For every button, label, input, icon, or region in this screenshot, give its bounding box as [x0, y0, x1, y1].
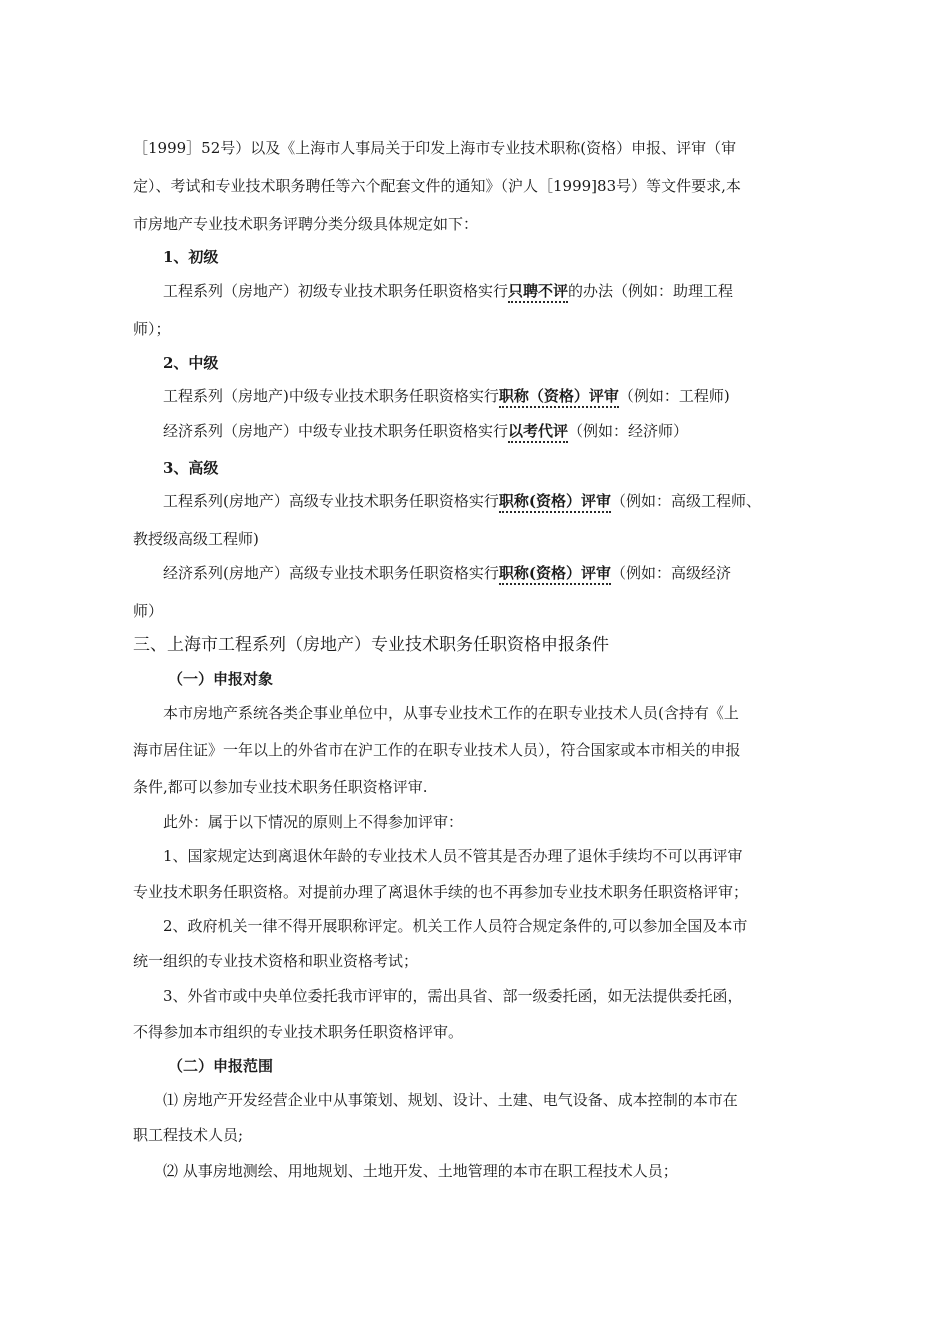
paragraph-line: 定）、考试和专业技术职务聘任等六个配套文件的通知》（沪人［1999]83号）等文件要求,本	[133, 177, 741, 195]
paragraph-line: 统一组织的专业技术资格和职业资格考试；	[133, 952, 419, 970]
level-heading-senior: 3、高级	[163, 459, 219, 477]
paragraph-line	[163, 563, 731, 583]
paragraph-line: 专业技术职务任职资格。对提前办理了离退休手续的也不再参加专业技术职务任职资格评审；	[133, 883, 749, 901]
paragraph-line: 师）；	[133, 320, 171, 338]
paragraph-line: 职工程技术人员;	[133, 1126, 244, 1144]
paragraph-line	[163, 386, 730, 406]
text-segment: 工程系列（房地产)中级专业技术职务任职资格实行	[163, 387, 499, 405]
section-heading: 三、上海市工程系列（房地产）专业技术职务任职资格申报条件	[133, 635, 609, 655]
paragraph-line: ［1999］52号）以及《上海市人事局关于印发上海市专业技术职称(资格）申报、评审（审	[133, 139, 737, 157]
paragraph-line: 不得参加本市组织的专业技术职务任职资格评审。	[133, 1023, 464, 1041]
paragraph-line: 师）	[133, 602, 164, 620]
paragraph-line: 2、政府机关一律不得开展职称评定。机关工作人员符合规定条件的,可以参加全国及本市	[163, 917, 748, 935]
text-segment: （例如：经济师）	[568, 422, 689, 440]
emphasis-text: 职称(资格）评审	[499, 492, 611, 513]
paragraph-line: 市房地产专业技术职务评聘分类分级具体规定如下：	[133, 215, 479, 233]
paragraph-line: 1、国家规定达到离退休年龄的专业技术人员不管其是否办理了退休手续均不可以再评审	[163, 847, 743, 865]
text-segment: （例如：工程师)	[618, 387, 730, 405]
text-segment: （例如：高级经济	[610, 564, 731, 582]
text-segment: 经济系列(房地产）高级专业技术职务任职资格实行	[163, 564, 499, 582]
text-segment: 的办法（例如：助理工程	[568, 282, 734, 300]
paragraph-line: 本市房地产系统各类企事业单位中，从事专业技术工作的在职专业技术人员(含持有《上	[163, 704, 739, 722]
text-segment: 工程系列（房地产）初级专业技术职务任职资格实行	[163, 282, 509, 300]
text-segment: （例如：高级工程师、	[610, 492, 761, 510]
paragraph-line	[163, 421, 688, 441]
subsection-heading: （一）申报对象	[168, 670, 274, 688]
emphasis-text: 以考代评	[508, 422, 568, 443]
paragraph-line: ⑴ 房地产开发经营企业中从事策划、规划、设计、土建、电气设备、成本控制的本市在	[163, 1091, 738, 1109]
paragraph-line: 海市居住证》一年以上的外省市在沪工作的在职专业技术人员），符合国家或本市相关的申报	[133, 741, 741, 759]
paragraph-line	[163, 491, 761, 511]
text-segment: 工程系列(房地产）高级专业技术职务任职资格实行	[163, 492, 499, 510]
paragraph-line: 此外：属于以下情况的原则上不得参加评审：	[163, 813, 464, 831]
emphasis-text: 职称（资格）评审	[499, 387, 619, 408]
level-heading-mid: 2、中级	[163, 354, 219, 372]
emphasis-text: 职称(资格）评审	[499, 564, 611, 585]
subsection-heading: （二）申报范围	[168, 1057, 274, 1075]
text-segment: 经济系列（房地产）中级专业技术职务任职资格实行	[163, 422, 509, 440]
paragraph-line: ⑵ 从事房地测绘、用地规划、土地开发、土地管理的本市在职工程技术人员；	[163, 1162, 678, 1180]
paragraph-line: 3、外省市或中央单位委托我市评审的，需出具省、部一级委托函，如无法提供委托函，	[163, 987, 743, 1005]
paragraph-line: 条件,都可以参加专业技术职务任职资格评审.	[133, 778, 428, 796]
level-heading-junior: 1、初级	[163, 248, 219, 266]
paragraph-line: 教授级高级工程师)	[133, 530, 259, 548]
paragraph-line	[163, 281, 733, 301]
emphasis-text: 只聘不评	[508, 282, 568, 303]
